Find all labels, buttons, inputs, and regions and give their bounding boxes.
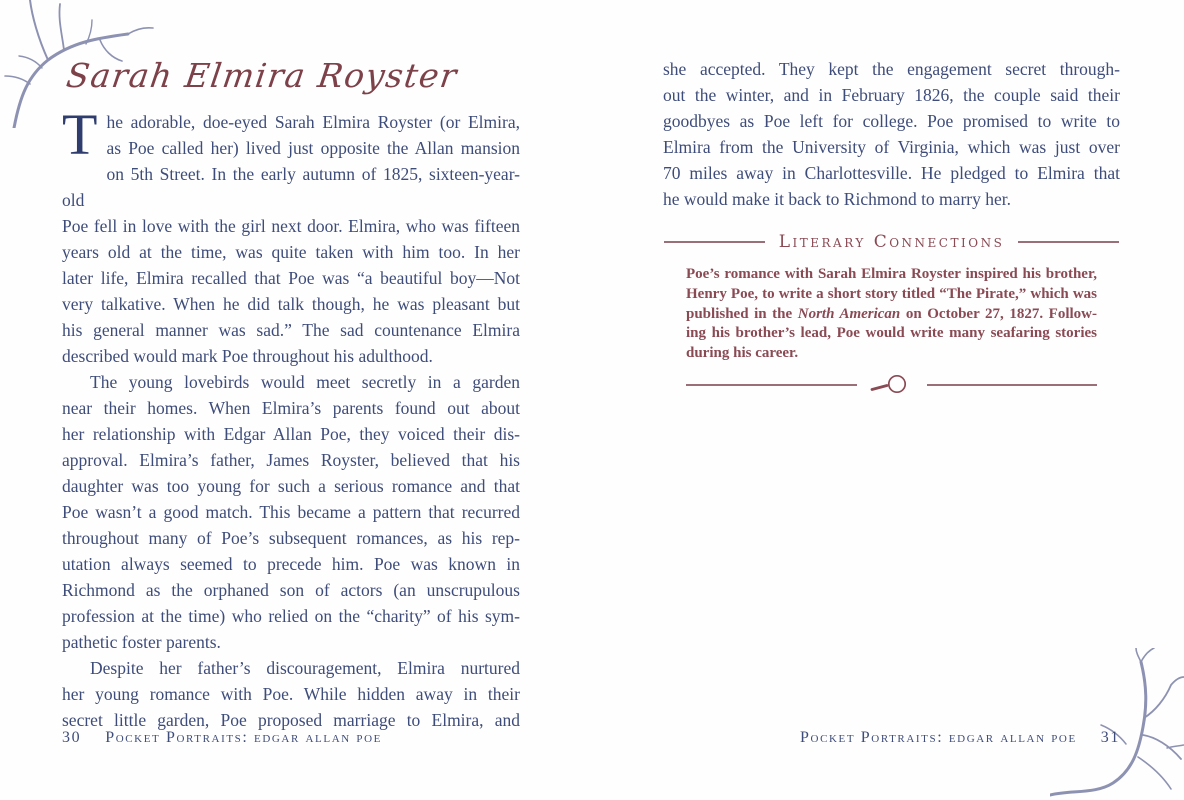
text-line: during his career. [686,345,799,362]
text-line: years old at the time, was quite taken with him too. In her [62,242,520,262]
text-line: very talkative. When he did talk though, he was pleasant but [62,294,520,314]
text-segment: on October 27, 1827. Follow- [900,305,1097,322]
rule-left [686,384,857,386]
paragraph-4 [663,56,1120,212]
text-line: Despite her father’s discouragement, Elmira nurtured [90,658,520,678]
text-line: The young lovebirds would meet secretly in a garden [90,372,520,392]
text-line: pathetic foster parents. [62,632,221,652]
text-line: throughout many of Poe’s subsequent romances, as his rep- [62,528,520,548]
text-line: she accepted. They kept the engagement secret through- [663,59,1120,79]
paragraph-2 [62,369,520,655]
page-number: 30 [62,729,82,746]
text-line: as Poe called her) lived just opposite the Allan mansion [106,138,520,158]
text-line: near their homes. When Elmira’s parents found out about [62,398,520,418]
text-line: daughter was too young for such a serious romance and that [62,476,520,496]
text-line: he adorable, doe-eyed Sarah Elmira Royster (or Elmira, [106,112,520,132]
left-page [62,56,520,733]
text-line: profession at the time) who relied on the “charity” of his sym- [62,606,520,626]
text-line [686,305,1097,325]
rule-right [927,384,1098,386]
left-page-body [62,102,520,733]
magnifier-icon [869,373,915,397]
text-line: secret little garden, Poe proposed marriage to Elmira, and [62,710,520,730]
text-line: later life, Elmira recalled that Poe was “a beautiful boy—Not [62,268,520,288]
text-line: described would mark Poe throughout his adulthood. [62,346,433,366]
text-line: Poe wasn’t a good match. This became a pattern that recurred [62,502,520,522]
chapter-heading: Sarah Elmira Royster [64,56,461,95]
sidebar-bottom-divider [663,373,1120,397]
text-line: he would make it back to Richmond to marry her. [663,189,1011,209]
text-line: ing his brother’s lead, Poe would write many seafaring stories [686,325,1097,342]
page-number: 31 [1100,729,1120,746]
book-title: Pocket Portraits: edgar allan poe [800,729,1077,746]
rule-left [664,241,765,243]
page-footer-right [663,729,1120,747]
sidebar-body [663,252,1120,364]
sidebar-title: Literary Connections [778,232,1005,252]
paragraph-1 [62,102,520,369]
sidebar-header [663,232,1120,252]
text-line: 70 miles away in Charlottesville. He pledged to Elmira that [663,163,1120,183]
right-page-body [663,56,1120,212]
text-line: Elmira from the University of Virginia, which was just over [663,137,1120,157]
rule-right [1018,241,1119,243]
text-segment: published in the [686,305,798,322]
text-line: his general manner was sad.” The sad countenance Elmira [62,320,520,340]
text-line: Henry Poe, to write a short story titled “The Pirate,” which was [686,285,1097,302]
text-line: approval. Elmira’s father, James Royster, believed that his [62,450,520,470]
text-line: her relationship with Edgar Allan Poe, they voiced their dis- [62,424,520,444]
branch-decoration-bottom-right [1050,648,1184,800]
drop-cap: T [62,102,98,167]
text-line: her young romance with Poe. While hidden away in their [62,684,520,704]
text-line: utation always seemed to precede him. Poe was known in [62,554,520,574]
right-page [663,56,1120,397]
page-footer-left [62,729,520,747]
text-line: Richmond as the orphaned son of actors (an unscrupulous [62,580,520,600]
text-line: Poe’s romance with Sarah Elmira Royster inspired his brother, [686,266,1097,282]
text-line: out the winter, and in February 1826, the couple said their [663,85,1120,105]
paragraph-3 [62,655,520,733]
text-line: Poe fell in love with the girl next door. Elmira, who was fifteen [62,216,520,236]
text-line: goodbyes as Poe left for college. Poe promised to write to [663,111,1120,131]
literary-connections-box [663,232,1120,397]
book-title: Pocket Portraits: edgar allan poe [105,729,382,746]
italic-title: North American [797,305,901,322]
text-line: on 5th Street. In the early autumn of 1825, sixteen-year-old [62,164,520,210]
